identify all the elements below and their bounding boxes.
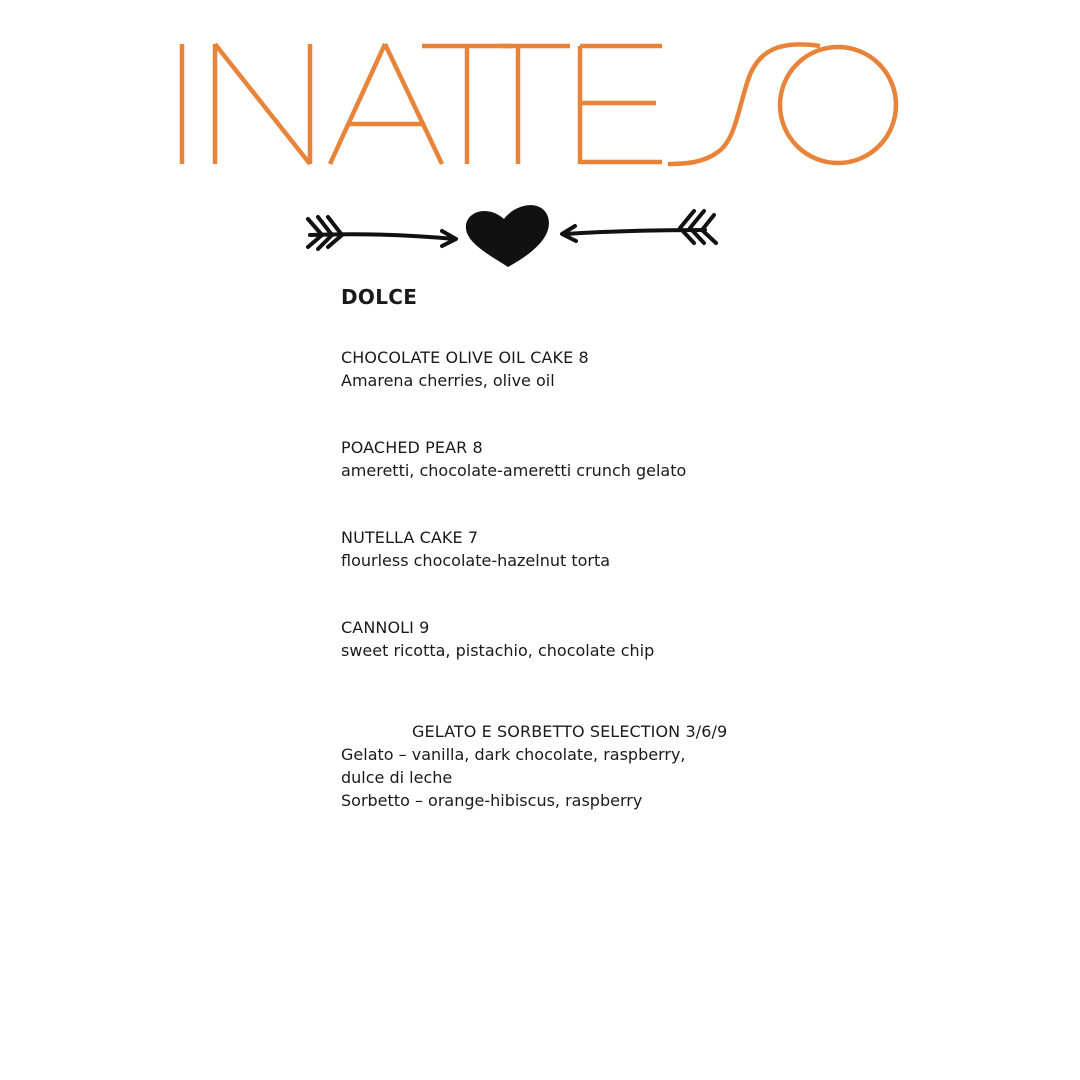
menu-item (341, 436, 901, 482)
selection-name: GELATO E SORBETTO SELECTION 3/6/9 (412, 722, 728, 741)
item-name: CANNOLI 9 (341, 618, 430, 637)
dessert-menu (341, 284, 901, 812)
heart-arrows-graphic (290, 195, 730, 275)
item-name: NUTELLA CAKE 7 (341, 528, 479, 547)
item-description: sweet ricotta, pistachio, chocolate chip (341, 641, 655, 660)
wordmark-graphic (170, 30, 910, 180)
selection-line: dulce di leche (341, 768, 453, 787)
item-name: POACHED PEAR 8 (341, 438, 483, 457)
item-description: Amarena cherries, olive oil (341, 371, 555, 390)
menu-item (341, 346, 901, 392)
item-description: ameretti, chocolate-ameretti crunch gelato (341, 461, 687, 480)
heart-icon (466, 205, 549, 267)
item-description: flourless chocolate-hazelnut torta (341, 551, 611, 570)
inatteso-logo (170, 30, 910, 180)
menu-item (341, 616, 901, 662)
selection-line: Sorbetto – orange-hibiscus, raspberry (341, 791, 643, 810)
section-title: DOLCE (341, 285, 418, 309)
item-name: CHOCOLATE OLIVE OIL CAKE 8 (341, 348, 589, 367)
menu-item (341, 526, 901, 572)
heart-arrows-ornament (290, 195, 730, 275)
gelato-selection (341, 720, 901, 812)
selection-line: Gelato – vanilla, dark chocolate, raspberry, (341, 745, 686, 764)
